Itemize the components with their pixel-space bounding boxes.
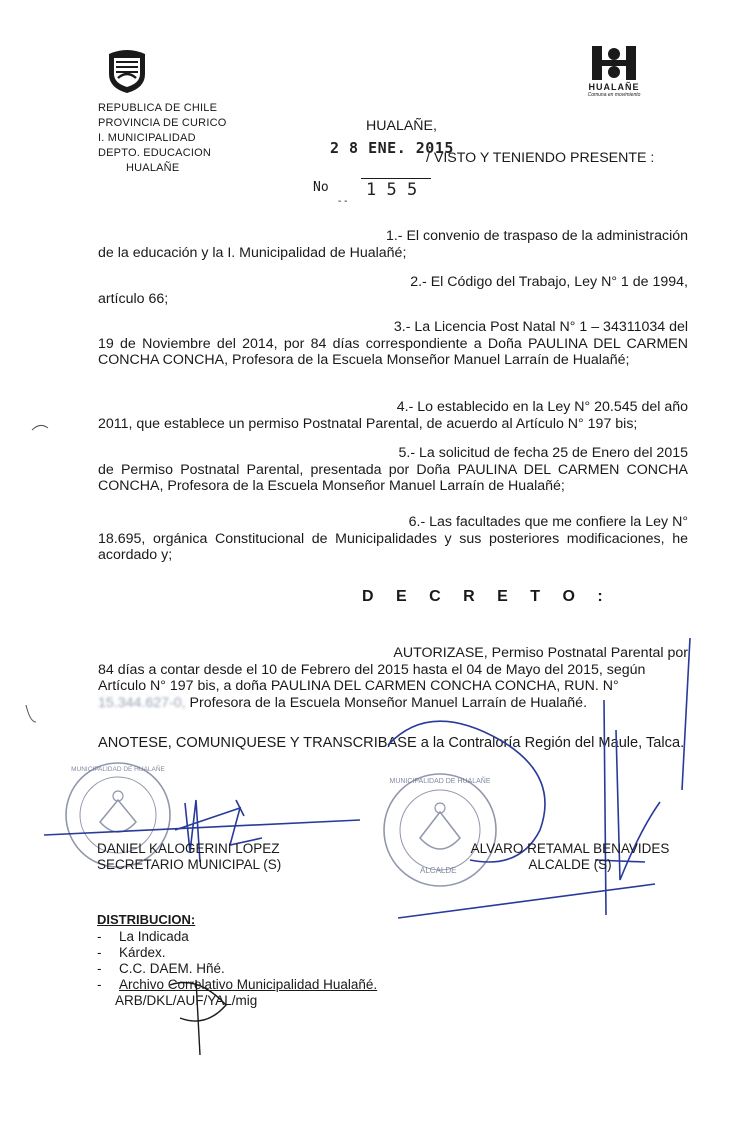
consideration-lead: 4.- Lo establecido en la Ley N° 20.545 del año	[396, 399, 688, 415]
consideration-4	[98, 399, 688, 432]
consideration-2	[98, 274, 688, 307]
consideration-rest: 2011, que establece un permiso Postnatal Parental, de acuerdo al Artículo N° 197 bis;	[98, 415, 638, 432]
list-item: - Kárdex.	[97, 945, 166, 960]
consideration-rest: 19 de Noviembre del 2014, por 84 días correspondiente a Doña PAULINA DEL CARMEN CONCHA CONCHA, Profesora de la Escuela Monseñor Manuel Larraín de Hualañé;	[98, 335, 688, 368]
authorize-paragraph	[98, 645, 688, 711]
number-dots: - -	[338, 196, 348, 207]
list-item: - Archivo Correlativo Municipalidad Hualañé.	[97, 977, 378, 992]
right-stamp-bottom: ALCALDE	[420, 866, 457, 875]
distribution-heading: DISTRIBUCION:	[97, 912, 196, 927]
date-stamp: 2 8 ENE. 2015	[330, 139, 454, 157]
left-stamp-text: MUNICIPALIDAD DE HUALAÑE	[71, 766, 165, 773]
right-signatory-title: ALCALDE (S)	[528, 857, 612, 872]
institution-block	[98, 101, 238, 176]
place: HUALAÑE,	[366, 118, 437, 134]
right-signatory-name: ALVARO RETAMAL BENAVIDES	[470, 841, 670, 856]
logo-word: HUALAÑE	[588, 82, 640, 92]
initials: ARB/DKL/AUF/YAL/mig	[115, 993, 258, 1008]
right-signatory	[452, 841, 688, 873]
consideration-lead: 1.- El convenio de traspaso de la administración	[385, 228, 688, 244]
hualane-logo	[582, 44, 646, 104]
authorize-line	[98, 695, 688, 712]
consideration-lead: 5.- La solicitud de fecha 25 de Enero del 2015	[398, 445, 688, 461]
list-item: - C.C. DAEM. Hñé.	[97, 961, 225, 976]
consideration-5	[98, 445, 688, 495]
left-signatory	[97, 841, 281, 873]
number-label: No	[313, 180, 329, 195]
distribution-list	[97, 929, 377, 1009]
municipal-crest-icon	[104, 48, 150, 94]
authorize-line: Artículo N° 197 bis, a doña PAULINA DEL CARMEN CONCHA CONCHA, RUN. N°	[98, 678, 619, 694]
decreto-title: D E C R E T O :	[362, 588, 612, 605]
left-signatory-title: SECRETARIO MUNICIPAL (S)	[97, 857, 282, 872]
consideration-3	[98, 319, 688, 369]
authorize-lead: AUTORIZASE, Permiso Postnatal Parental por	[393, 645, 688, 661]
anotese-line: ANOTESE, COMUNIQUESE Y TRANSCRIBASE a la Contraloría Región del Maule, Talca.	[98, 735, 685, 751]
consideration-lead: 2.- El Código del Trabajo, Ley N° 1 de 1994,	[410, 274, 688, 290]
consideration-rest: de Permiso Postnatal Parental, presentada por Doña PAULINA DEL CARMEN CONCHA CONCHA, Profesora de la Escuela Monseñor Manuel Larraín de Hualañé;	[98, 461, 688, 494]
margin-mark	[26, 705, 36, 722]
consideration-lead: 3.- La Licencia Post Natal N° 1 – 34311034 del	[393, 319, 688, 335]
logo-tagline: Comuna en movimiento	[587, 92, 641, 98]
list-item: - La Indicada	[97, 929, 189, 944]
margin-mark	[32, 425, 48, 430]
left-signatory-name: DANIEL KALOGERINI LOPEZ	[97, 841, 280, 856]
authorize-line: 84 días a contar desde el 10 de Febrero del 2015 hasta el 04 de Mayo del 2015, según	[98, 661, 646, 678]
consideration-1	[98, 228, 688, 261]
consideration-6	[98, 514, 688, 564]
consideration-lead: 6.- Las facultades que me confiere la Ley N°	[408, 514, 688, 530]
institution-line: REPUBLICA DE CHILE	[98, 102, 218, 114]
institution-line: PROVINCIA DE CURICO	[98, 117, 227, 129]
consideration-rest: 18.695, orgánica Constitucional de Municipalidades y sus posteriores modificaciones, he acordado y;	[98, 530, 688, 563]
run-redacted: 15.344.627-0,	[98, 694, 186, 711]
decree-number: 1 5 5	[366, 180, 418, 200]
institution-line: I. MUNICIPALIDAD	[98, 132, 196, 144]
visto-text: / VISTO Y TENIENDO PRESENTE :	[426, 150, 655, 166]
authorize-rest: Profesora de la Escuela Monseñor Manuel Larraín de Hualañé.	[189, 694, 588, 711]
consideration-rest: artículo 66;	[98, 290, 169, 307]
institution-line: DEPTO. EDUCACION	[98, 147, 212, 159]
institution-line: HUALAÑE	[126, 162, 180, 174]
date-underline	[361, 178, 431, 179]
consideration-rest: de la educación y la I. Municipalidad de Hualañé;	[98, 244, 407, 261]
right-stamp-text: MUNICIPALIDAD DE HUALAÑE	[389, 778, 491, 785]
